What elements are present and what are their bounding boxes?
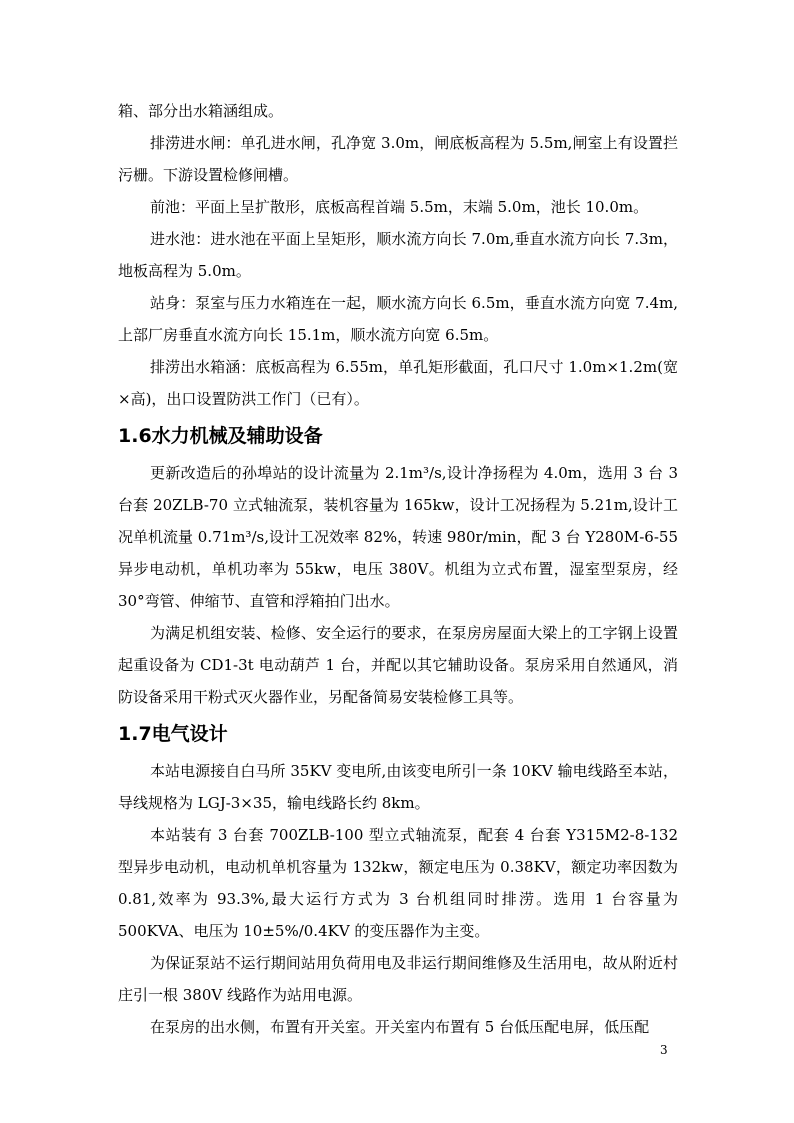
paragraph-inlet-gate: 排涝进水闸：单孔进水闸，孔净宽 3.0m，闸底板高程为 5.5m,闸室上有设置拦污栅。下游设置检修闸槽。 (118, 134, 678, 184)
paragraph-outlet-culvert: 排涝出水箱涵：底板高程为 6.55m，单孔矩形截面，孔口尺寸 1.0m×1.2m(宽×高)，出口设置防洪工作门（已有）。 (118, 358, 678, 408)
paragraph-continuation: 箱、部分出水箱涵组成。 (118, 102, 284, 120)
paragraph-power-source: 本站电源接自白马所 35KV 变电所,由该变电所引一条 10KV 输电线路至本站，导线规格为 LGJ-3×35，输电线路长约 8km。 (118, 762, 678, 812)
paragraph-intake-pool: 进水池：进水池在平面上呈矩形，顺水流方向长 7.0m,垂直水流方向长 7.3m，地板高程为 5.0m。 (118, 230, 678, 280)
paragraph-switch-room: 在泵房的出水侧，布置有开关室。开关室内布置有 5 台低压配电屏，低压配 (150, 1018, 650, 1036)
paragraph-station-body: 站身：泵室与压力水箱连在一起，顺水流方向长 6.5m，垂直水流方向宽 7.4m,上部厂房垂直水流方向长 15.1m，顺水流方向宽 6.5m。 (118, 294, 678, 344)
page-number: 3 (660, 1043, 668, 1057)
paragraph-auxiliary-equipment: 为满足机组安装、检修、安全运行的要求，在泵房房屋面大梁上的工字钢上设置起重设备为 CD1-3t 电动葫芦 1 台，并配以其它辅助设备。泵房采用自然通风，消防设备采用干粉式灭火器作业，另配备简易安装检修工具等。 (118, 624, 678, 706)
paragraph-motors-transformer: 本站装有 3 台套 700ZLB-100 型立式轴流泵，配套 4 台套 Y315M2-8-132 型异步电动机，电动机单机容量为 132kw，额定电压为 0.38KV，额定功率因数为 0.81,效率为 93.3%,最大运行方式为 3 台机组同时排涝。选用 1 台容量为 500KVA、电压为 10±5%/0.4KV 的变压器作为主变。 (118, 826, 678, 940)
paragraph-pump-design: 更新改造后的孙埠站的设计流量为 2.1m³/s,设计净扬程为 4.0m，选用 3 台 3 台套 20ZLB-70 立式轴流泵，装机容量为 165kw，设计工况扬程为 5.21m,设计工况单机流量 0.71m³/s,设计工况效率 82%，转速 980r/min，配 3 台 Y280M-6-55 异步电动机，单机功率为 55kw，电压 380V。机组为立式布置，湿室型泵房，经 30°弯管、伸缩节、直管和浮箱拍门出水。 (118, 464, 678, 610)
section-heading-hydraulic-machinery: 1.6水力机械及辅助设备 (118, 425, 323, 447)
paragraph-forebay: 前池：平面上呈扩散形，底板高程首端 5.5m，末端 5.0m，池长 10.0m。 (150, 198, 649, 216)
paragraph-station-power: 为保证泵站不运行期间站用负荷用电及非运行期间维修及生活用电，故从附近村庄引一根 380V 线路作为站用电源。 (118, 954, 678, 1004)
section-heading-electrical-design: 1.7电气设计 (118, 723, 228, 745)
page-content (118, 95, 678, 1043)
